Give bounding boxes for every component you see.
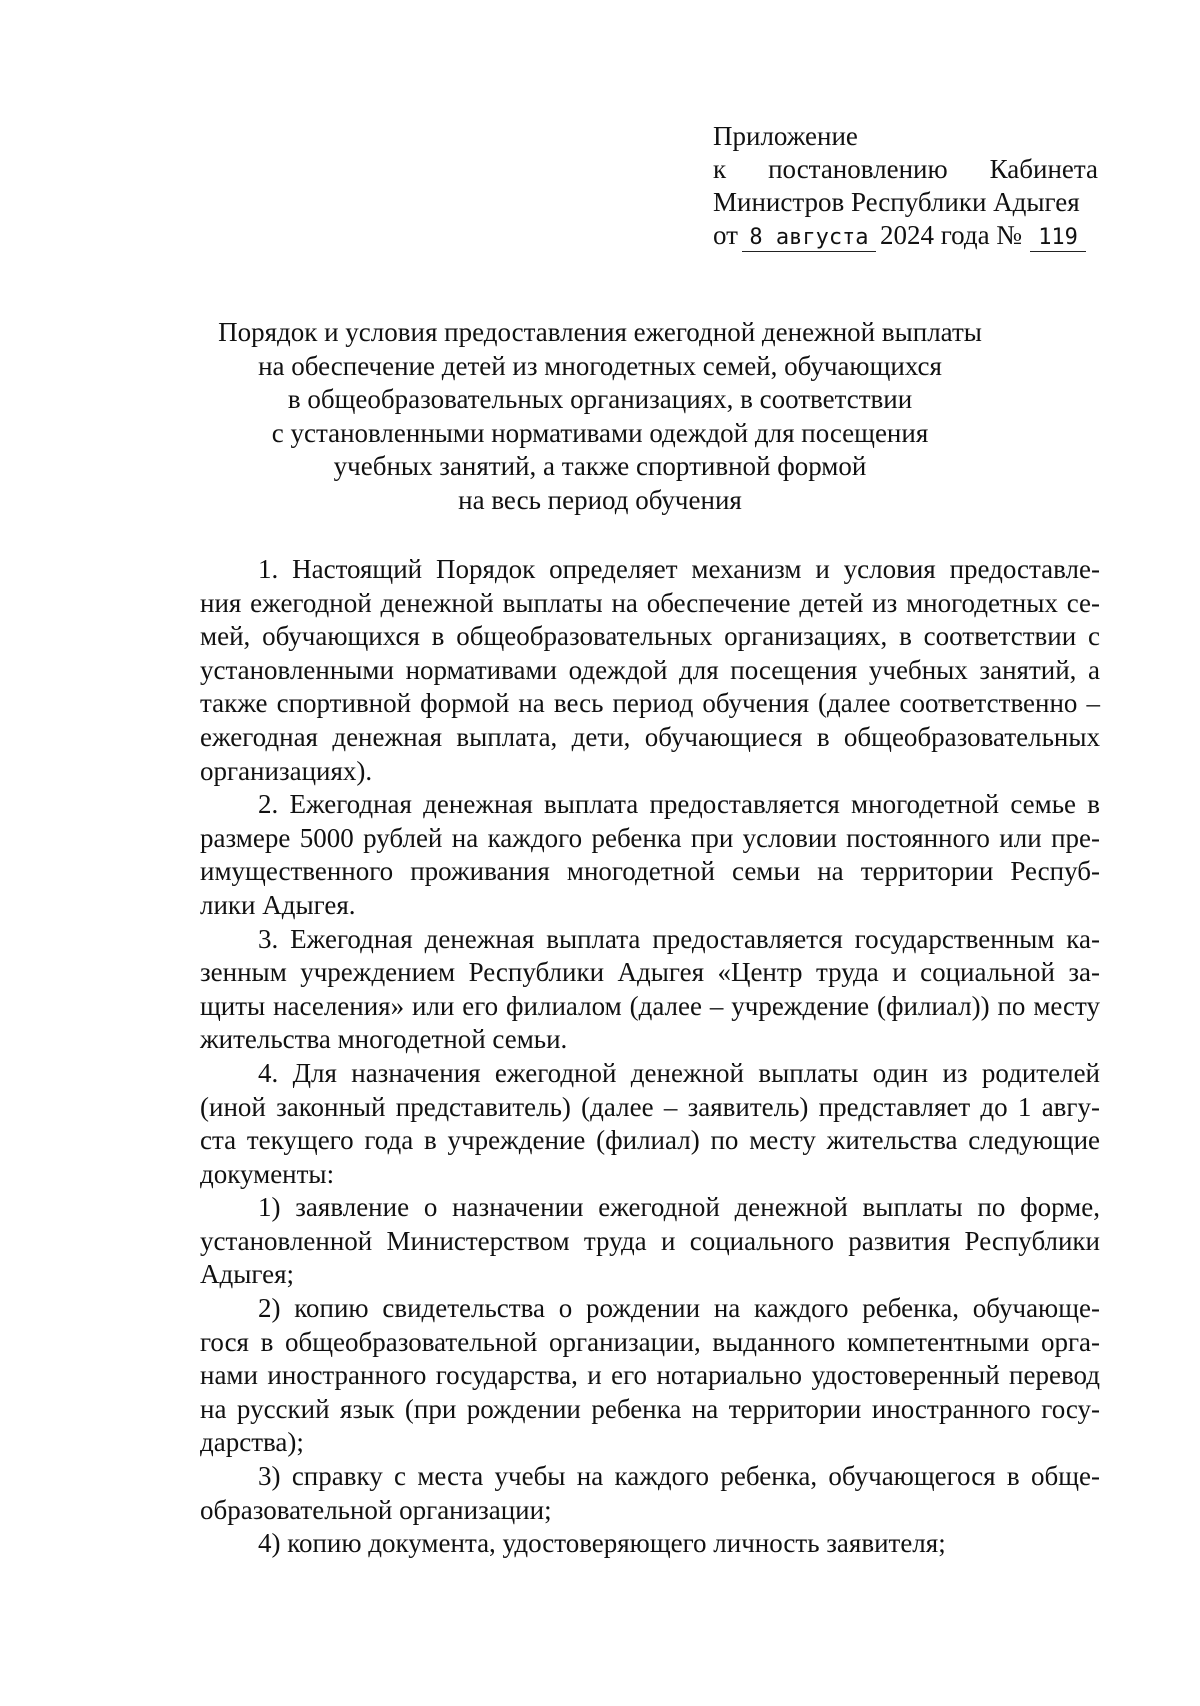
text-line: жительства многодетной семьи. bbox=[200, 1024, 568, 1055]
text-line: нами иностранного государства, и его нотариально удостоверенный перевод bbox=[200, 1360, 1100, 1391]
text-line: дарства); bbox=[200, 1427, 304, 1458]
date-prefix: от bbox=[713, 220, 738, 250]
paragraph-3 bbox=[200, 923, 1100, 1057]
text-line: мей, обучающихся в общеобразовательных организациях, в соответствии с bbox=[200, 621, 1100, 652]
text-line: (иной законный представитель) (далее – заявитель) представляет до 1 авгу- bbox=[200, 1091, 1100, 1122]
text-line: ежегодная денежная выплата, дети, обучающиеся в общеобразовательных bbox=[200, 721, 1100, 752]
text-line: гося в общеобразовательной организации, выданного компетентными орга- bbox=[200, 1326, 1100, 1357]
text-line: ния ежегодной денежной выплаты на обеспечение детей из многодетных се- bbox=[200, 587, 1100, 618]
text-line: образовательной организации; bbox=[200, 1494, 552, 1525]
text-line: зенным учреждением Республики Адыгея «Центр труда и социальной за- bbox=[200, 957, 1100, 988]
text-line: лики Адыгея. bbox=[200, 889, 356, 920]
date-field: 8 августа bbox=[742, 225, 876, 252]
text-line: 4. Для назначения ежегодной денежной выплаты один из родителей bbox=[258, 1057, 1100, 1088]
text-line: 4) копию документа, удостоверяющего личность заявителя; bbox=[258, 1528, 946, 1559]
text-line: 1) заявление о назначении ежегодной денежной выплаты по форме, bbox=[258, 1192, 1100, 1223]
text-line: установленными нормативами одеждой для посещения учебных занятий, а bbox=[200, 654, 1100, 685]
paragraph-4 bbox=[200, 1057, 1100, 1191]
appendix-word-cabinet: Кабинета bbox=[989, 154, 1098, 184]
document-body bbox=[200, 553, 1100, 1561]
document-title bbox=[180, 316, 1020, 518]
appendix-line-2 bbox=[713, 153, 1098, 186]
title-line: на весь период обучения bbox=[458, 484, 742, 515]
appendix-word-decree: постановлению bbox=[768, 154, 948, 184]
number-field: 119 bbox=[1030, 225, 1086, 252]
text-line: размере 5000 рублей на каждого ребенка при условии постоянного или пре- bbox=[200, 822, 1100, 853]
text-line: 3. Ежегодная денежная выплата предоставляется государственным ка- bbox=[258, 923, 1100, 954]
list-item-2 bbox=[200, 1292, 1100, 1460]
paragraph-1 bbox=[200, 553, 1100, 788]
text-line: 1. Настоящий Порядок определяет механизм и условия предоставле- bbox=[258, 554, 1100, 584]
title-line: в общеобразовательных организациях, в соответствии bbox=[287, 384, 913, 415]
text-line: документы: bbox=[200, 1158, 335, 1189]
appendix-line-1: Приложение bbox=[713, 121, 858, 151]
paragraph-2 bbox=[200, 788, 1100, 922]
appendix-date-line bbox=[713, 219, 1098, 252]
title-line: Порядок и условия предоставления ежегодной денежной выплаты bbox=[218, 317, 982, 347]
text-line: Адыгея; bbox=[200, 1259, 294, 1290]
title-line: на обеспечение детей из многодетных семей, обучающихся bbox=[258, 350, 942, 381]
appendix-header bbox=[713, 120, 1098, 252]
list-item-4 bbox=[200, 1527, 1100, 1561]
text-line: также спортивной формой на весь период обучения (далее соответственно – bbox=[200, 688, 1100, 719]
text-line: 2) копию свидетельства о рождении на каждого ребенка, обучающе- bbox=[258, 1293, 1100, 1324]
text-line: организациях). bbox=[200, 755, 373, 786]
text-line: имущественного проживания многодетной семьи на территории Респуб- bbox=[200, 856, 1100, 887]
text-line: ста текущего года в учреждение (филиал) по месту жительства следующие bbox=[200, 1125, 1100, 1156]
year-text: 2024 года № bbox=[879, 220, 1023, 250]
list-item-3 bbox=[200, 1460, 1100, 1527]
title-line: с установленными нормативами одеждой для посещения bbox=[271, 417, 929, 448]
text-line: 3) справку с места учебы на каждого ребенка, обучающегося в обще- bbox=[258, 1461, 1100, 1492]
text-line: щиты населения» или его филиалом (далее – учреждение (филиал)) по месту bbox=[200, 990, 1100, 1021]
text-line: 2. Ежегодная денежная выплата предоставляется многодетной семье в bbox=[258, 789, 1100, 820]
appendix-line-3: Министров Республики Адыгея bbox=[713, 187, 1080, 217]
text-line: установленной Министерством труда и социального развития Республики bbox=[200, 1225, 1100, 1256]
title-line: учебных занятий, а также спортивной формой bbox=[333, 451, 867, 482]
appendix-word-k: к bbox=[713, 154, 727, 184]
list-item-1 bbox=[200, 1191, 1100, 1292]
text-line: на русский язык (при рождении ребенка на территории иностранного госу- bbox=[200, 1393, 1100, 1424]
